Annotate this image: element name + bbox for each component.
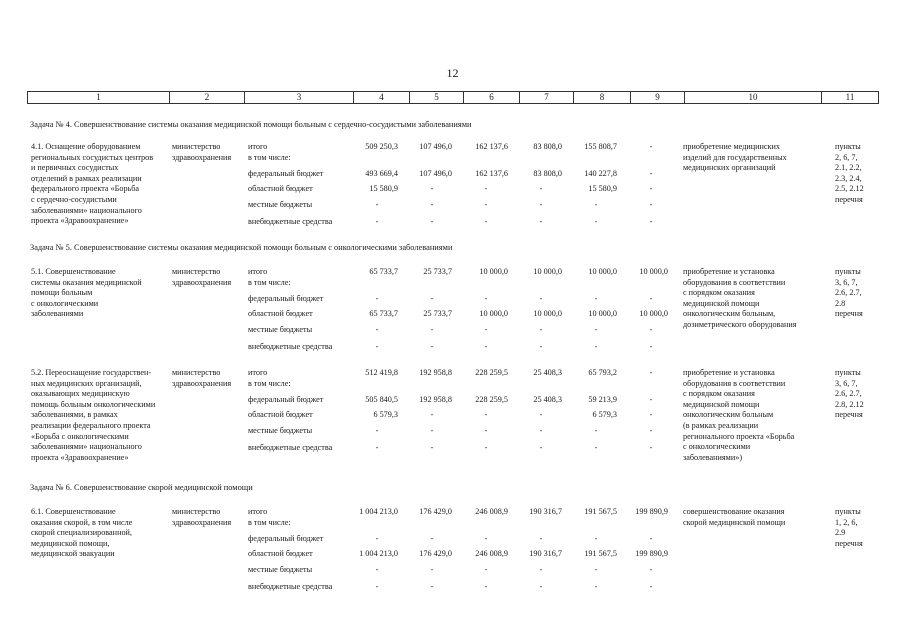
amount-cell: 176 429,0	[419, 549, 452, 558]
expected-result: оборудования в соответствии	[683, 378, 786, 388]
funding-source: областной бюджет	[248, 309, 313, 318]
amount-cell: 107 496,0	[419, 169, 452, 178]
column-header: 7	[520, 92, 574, 104]
amount-cell: 15 580,9	[588, 184, 617, 193]
amount-cell: 65 793,2	[588, 368, 617, 377]
amount-cell: 15 580,9	[369, 184, 398, 193]
amount-cell: -	[484, 582, 488, 591]
expected-result: регионального проекта «Борьба	[683, 431, 795, 441]
amount-cell: 228 259,5	[475, 395, 508, 404]
amount-cell: -	[594, 426, 598, 435]
expected-result: приобретение медицинских	[683, 142, 780, 151]
amount-cell: -	[649, 410, 653, 419]
expected-result: онкологическим больным	[683, 410, 774, 420]
amount-cell: -	[484, 325, 488, 334]
amount-cell: 190 316,7	[529, 507, 562, 516]
expected-result: скорой медицинской помощи	[683, 517, 786, 527]
amount-cell: -	[430, 342, 434, 351]
measure-name: «Борьба с онкологическими	[31, 431, 129, 441]
amount-cell: -	[539, 325, 543, 334]
amount-cell: -	[375, 582, 379, 591]
executor: министерство	[172, 142, 221, 151]
amount-cell: -	[649, 200, 653, 209]
column-header: 6	[464, 92, 520, 104]
amount-cell: -	[539, 534, 543, 543]
amount-cell: 10 000,0	[479, 309, 508, 318]
list-reference: 2.8	[835, 298, 846, 308]
amount-cell: 192 958,8	[419, 368, 452, 377]
amount-cell: 59 213,9	[588, 395, 617, 404]
amount-cell: 83 808,0	[533, 169, 562, 178]
section-title: Задача № 4. Совершенствование системы оказания медицинской помощи больным с сердечно-сосудистыми заболеваниями	[30, 120, 472, 129]
amount-cell: -	[484, 426, 488, 435]
expected-result: с порядком оказания	[683, 288, 755, 298]
amount-cell: -	[649, 582, 653, 591]
amount-cell: 1 004 213,0	[359, 507, 398, 516]
amount-cell: -	[484, 443, 488, 452]
section-title: Задача № 6. Совершенствование скорой медицинской помощи	[30, 483, 253, 492]
amount-cell: -	[375, 426, 379, 435]
amount-cell: 155 808,7	[584, 142, 617, 151]
amount-cell: -	[649, 169, 653, 178]
amount-cell: 509 250,3	[365, 142, 398, 151]
measure-name: проекта «Здравоохранение»	[31, 452, 129, 462]
amount-cell: -	[649, 142, 653, 151]
amount-cell: -	[484, 342, 488, 351]
funding-source: местные бюджеты	[248, 565, 313, 574]
measure-name: и первичных сосудистых	[31, 163, 119, 173]
amount-cell: -	[649, 217, 653, 226]
funding-source: федеральный бюджет	[248, 169, 324, 178]
measure-name: медицинской эвакуации	[31, 549, 115, 559]
amount-cell: -	[430, 565, 434, 574]
amount-cell: -	[430, 200, 434, 209]
amount-cell: -	[430, 217, 434, 226]
amount-cell: 107 496,0	[419, 142, 452, 151]
measure-name: 5.2. Переоснащение государствен-	[31, 368, 152, 377]
expected-result: с онкологическими	[683, 442, 751, 452]
expected-result: медицинской помощи	[683, 298, 760, 308]
amount-cell: 191 567,5	[584, 549, 617, 558]
funding-source: итого	[248, 142, 268, 151]
column-header: 10	[685, 92, 822, 104]
amount-cell: -	[539, 184, 543, 193]
amount-cell: 190 316,7	[529, 549, 562, 558]
amount-cell: -	[594, 325, 598, 334]
amount-cell: -	[430, 184, 434, 193]
measure-name: 4.1. Оснащение оборудованием	[31, 142, 141, 151]
amount-cell: 246 008,9	[475, 507, 508, 516]
list-reference: 1, 2, 6,	[835, 517, 858, 527]
funding-source-sub: в том числе:	[248, 378, 291, 388]
measure-name: системы оказания медицинской	[31, 277, 142, 287]
amount-cell: -	[484, 294, 488, 303]
expected-result: медицинских организаций	[683, 163, 776, 173]
amount-cell: -	[649, 368, 653, 377]
column-header: 1	[28, 92, 170, 104]
measure-name: заболеваниями» национального	[31, 205, 142, 215]
funding-source: местные бюджеты	[248, 200, 313, 209]
amount-cell: -	[430, 582, 434, 591]
expected-result: (в рамках реализации	[683, 421, 759, 430]
funding-source: внебюджетные средства	[248, 342, 333, 351]
amount-cell: -	[375, 443, 379, 452]
expected-result: приобретение и установка	[683, 267, 775, 276]
funding-source: итого	[248, 267, 268, 276]
amount-cell: -	[649, 294, 653, 303]
amount-cell: -	[484, 534, 488, 543]
list-reference: 2.5, 2.12	[835, 184, 864, 194]
executor: здравоохранения	[172, 517, 232, 527]
amount-cell: -	[375, 217, 379, 226]
column-header: 4	[354, 92, 410, 104]
measure-name: медицинской помощи,	[31, 538, 110, 548]
amount-cell: -	[594, 534, 598, 543]
amount-cell: -	[594, 200, 598, 209]
amount-cell: 199 890,9	[635, 549, 668, 558]
amount-cell: 10 000,0	[588, 267, 617, 276]
executor: здравоохранения	[172, 277, 232, 287]
expected-result: медицинской помощи	[683, 399, 760, 409]
list-reference: 2.3, 2.4,	[835, 173, 862, 183]
funding-source: областной бюджет	[248, 410, 313, 419]
funding-source: внебюджетные средства	[248, 217, 333, 226]
amount-cell: 199 890,9	[635, 507, 668, 516]
list-reference: 3, 6, 7,	[835, 277, 858, 287]
amount-cell: -	[539, 410, 543, 419]
column-header: 5	[410, 92, 464, 104]
measure-name: проекта «Здравоохранение»	[31, 216, 129, 226]
amount-cell: 140 227,8	[584, 169, 617, 178]
expected-result: заболеваниями»)	[683, 452, 743, 462]
expected-result: приобретение и установка	[683, 368, 775, 377]
measure-name: реализации федерального проекта	[31, 421, 151, 430]
amount-cell: -	[430, 443, 434, 452]
amount-cell: 10 000,0	[479, 267, 508, 276]
amount-cell: 10 000,0	[588, 309, 617, 318]
amount-cell: -	[375, 565, 379, 574]
list-reference: 2.9	[835, 528, 846, 538]
amount-cell: -	[539, 200, 543, 209]
amount-cell: -	[539, 426, 543, 435]
amount-cell: -	[594, 342, 598, 351]
funding-source: итого	[248, 368, 268, 377]
list-reference: пункты	[835, 267, 861, 276]
funding-source: федеральный бюджет	[248, 294, 324, 303]
column-header: 3	[245, 92, 354, 104]
funding-source: внебюджетные средства	[248, 582, 333, 591]
list-reference: 2, 6, 7,	[835, 152, 858, 162]
funding-source: областной бюджет	[248, 184, 313, 193]
amount-cell: -	[484, 410, 488, 419]
list-reference: пункты	[835, 142, 861, 151]
amount-cell: 505 840,5	[365, 395, 398, 404]
amount-cell: -	[649, 184, 653, 193]
amount-cell: -	[539, 217, 543, 226]
amount-cell: -	[594, 565, 598, 574]
amount-cell: -	[375, 325, 379, 334]
amount-cell: 246 008,9	[475, 549, 508, 558]
amount-cell: -	[649, 395, 653, 404]
amount-cell: -	[375, 534, 379, 543]
measure-name: региональных сосудистых центров	[31, 152, 154, 162]
funding-source: местные бюджеты	[248, 426, 313, 435]
list-reference: перечня	[835, 410, 863, 420]
expected-result: с порядком оказания	[683, 389, 755, 399]
amount-cell: 6 579,3	[592, 410, 617, 419]
funding-source-sub: в том числе:	[248, 277, 291, 287]
measure-name: помощь больным онкологическими	[31, 399, 156, 409]
list-reference: 2.1, 2.2,	[835, 163, 862, 173]
amount-cell: 192 958,8	[419, 395, 452, 404]
amount-cell: -	[539, 294, 543, 303]
amount-cell: 176 429,0	[419, 507, 452, 516]
amount-cell: 25 733,7	[423, 309, 452, 318]
funding-source-sub: в том числе:	[248, 517, 291, 527]
amount-cell: -	[430, 325, 434, 334]
list-reference: перечня	[835, 538, 863, 548]
page-number: 12	[446, 66, 459, 80]
amount-cell: -	[430, 294, 434, 303]
executor: министерство	[172, 267, 221, 276]
amount-cell: -	[539, 342, 543, 351]
amount-cell: 10 000,0	[639, 309, 668, 318]
amount-cell: 228 259,5	[475, 368, 508, 377]
expected-result: дозиметрического оборудования	[683, 320, 797, 329]
list-reference: 2.6, 2.7,	[835, 288, 862, 298]
measure-name: 6.1. Совершенствование	[31, 507, 116, 516]
amount-cell: 6 579,3	[373, 410, 398, 419]
measure-name: 5.1. Совершенствование	[31, 267, 116, 276]
column-header: 11	[822, 92, 879, 104]
funding-source: областной бюджет	[248, 549, 313, 558]
measure-name: федерального проекта «Борьба	[31, 184, 140, 194]
amount-cell: -	[430, 410, 434, 419]
amount-cell: 25 408,3	[533, 368, 562, 377]
measure-name: оказания скорой, в том числе	[31, 517, 133, 527]
expected-result: совершенствование оказания	[683, 507, 785, 516]
amount-cell: -	[430, 534, 434, 543]
amount-cell: 65 733,7	[369, 309, 398, 318]
executor: здравоохранения	[172, 378, 232, 388]
executor: министерство	[172, 368, 221, 377]
executor: здравоохранения	[172, 152, 232, 162]
amount-cell: -	[649, 342, 653, 351]
column-header: 8	[574, 92, 631, 104]
amount-cell: -	[484, 565, 488, 574]
column-header: 9	[631, 92, 685, 104]
amount-cell: 83 808,0	[533, 142, 562, 151]
funding-source: федеральный бюджет	[248, 534, 324, 543]
measure-name: ных медицинских организаций,	[31, 378, 142, 388]
measure-name: заболеваниями	[31, 309, 84, 319]
funding-source: федеральный бюджет	[248, 395, 324, 404]
amount-cell: 10 000,0	[533, 309, 562, 318]
funding-source: итого	[248, 507, 268, 516]
amount-cell: -	[539, 582, 543, 591]
column-header: 2	[170, 92, 245, 104]
measure-name: скорой специализированной,	[31, 528, 132, 538]
expected-result: оборудования в соответствии	[683, 277, 786, 287]
amount-cell: -	[649, 426, 653, 435]
amount-cell: -	[649, 565, 653, 574]
measure-name: заболеваниями» национального	[31, 442, 142, 452]
amount-cell: -	[594, 582, 598, 591]
amount-cell: 512 419,8	[365, 368, 398, 377]
amount-cell: -	[649, 443, 653, 452]
amount-cell: -	[594, 294, 598, 303]
amount-cell: 25 733,7	[423, 267, 452, 276]
expected-result: онкологическим больным,	[683, 309, 776, 319]
amount-cell: -	[594, 217, 598, 226]
column-header-row	[27, 91, 879, 104]
expected-result: изделий для государственных	[683, 152, 787, 162]
amount-cell: 65 733,7	[369, 267, 398, 276]
list-reference: пункты	[835, 368, 861, 377]
funding-source: местные бюджеты	[248, 325, 313, 334]
list-reference: 3, 6, 7,	[835, 378, 858, 388]
amount-cell: -	[594, 443, 598, 452]
amount-cell: 162 137,6	[475, 169, 508, 178]
amount-cell: -	[375, 200, 379, 209]
funding-source-sub: в том числе:	[248, 152, 291, 162]
section-title: Задача № 5. Совершенствование системы оказания медицинской помощи больным с онкологическими заболеваниями	[30, 243, 453, 252]
amount-cell: 1 004 213,0	[359, 549, 398, 558]
amount-cell: -	[430, 426, 434, 435]
amount-cell: -	[484, 217, 488, 226]
amount-cell: -	[539, 443, 543, 452]
measure-name: с сердечно-сосудистыми	[31, 195, 117, 204]
amount-cell: -	[375, 342, 379, 351]
amount-cell: -	[484, 200, 488, 209]
amount-cell: 25 408,3	[533, 395, 562, 404]
list-reference: перечня	[835, 309, 863, 319]
amount-cell: 162 137,6	[475, 142, 508, 151]
measure-name: заболеваниями, в рамках	[31, 410, 118, 420]
measure-name: помощи больным	[31, 288, 93, 298]
measure-name: отделений в рамках реализации	[31, 173, 142, 183]
executor: министерство	[172, 507, 221, 516]
list-reference: 2.8, 2.12	[835, 399, 864, 409]
amount-cell: 493 669,4	[365, 169, 398, 178]
amount-cell: 10 000,0	[639, 267, 668, 276]
amount-cell: -	[539, 565, 543, 574]
list-reference: пункты	[835, 507, 861, 516]
amount-cell: 10 000,0	[533, 267, 562, 276]
amount-cell: -	[649, 534, 653, 543]
amount-cell: -	[649, 325, 653, 334]
amount-cell: 191 567,5	[584, 507, 617, 516]
measure-name: с онкологическими	[31, 298, 99, 308]
measure-name: оказывающих медицинскую	[31, 389, 130, 399]
amount-cell: -	[484, 184, 488, 193]
list-reference: перечня	[835, 195, 863, 204]
list-reference: 2.6, 2.7,	[835, 389, 862, 399]
amount-cell: -	[375, 294, 379, 303]
funding-source: внебюджетные средства	[248, 443, 333, 452]
